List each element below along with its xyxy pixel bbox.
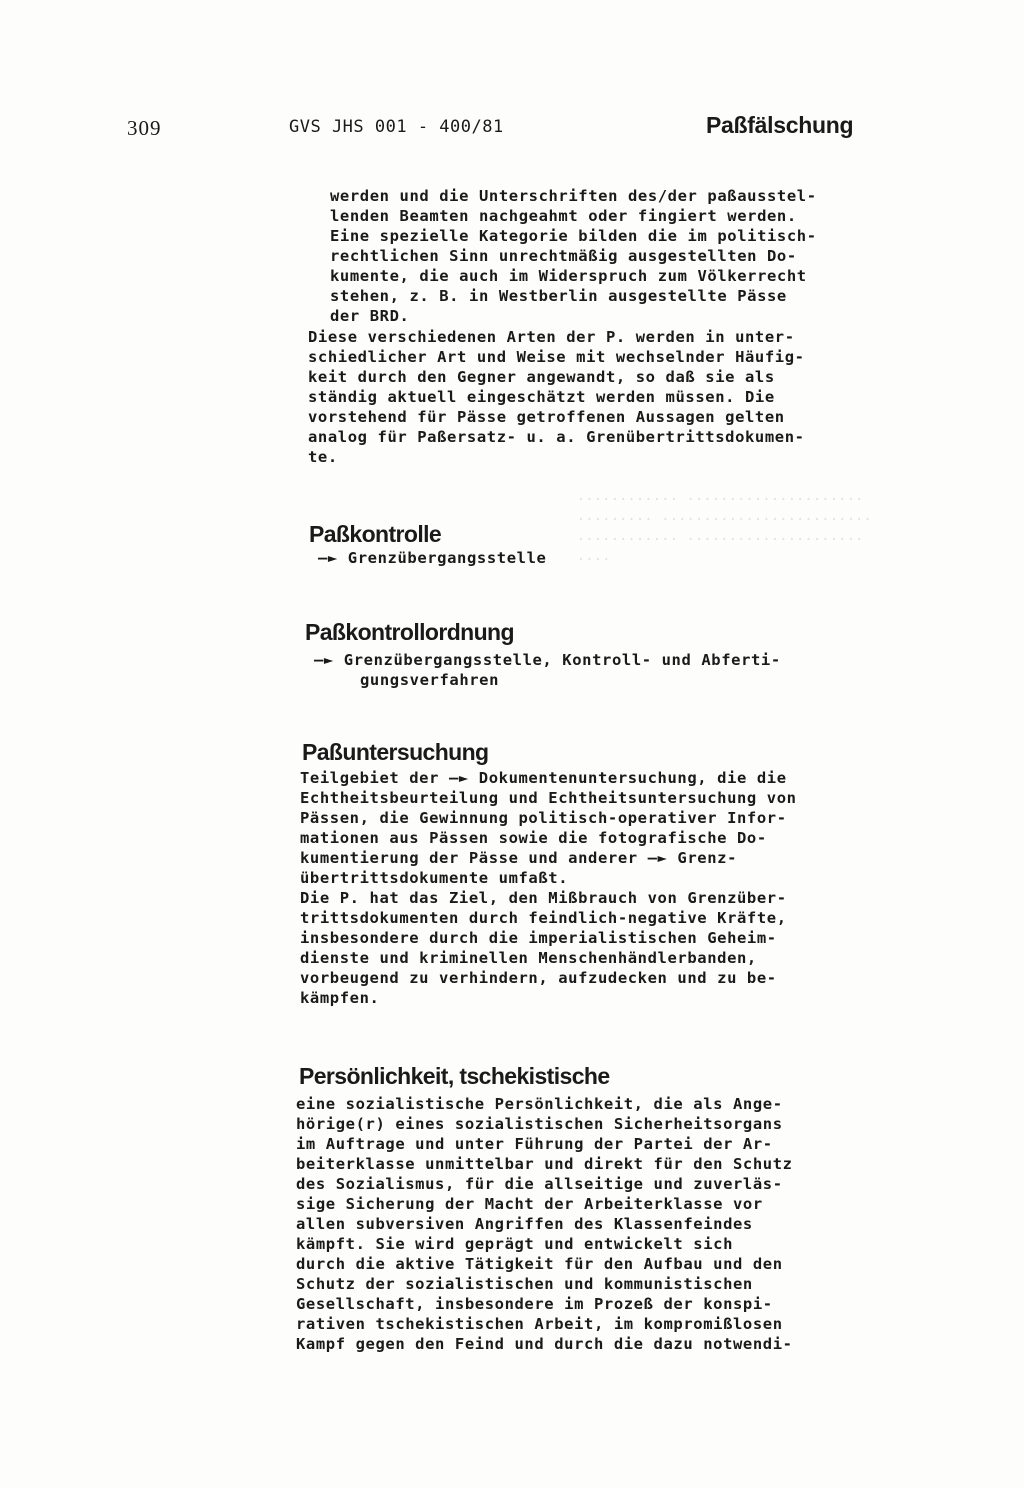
text-line: Echtheitsbeurteilung und Echtheitsuntersuchung von	[300, 789, 797, 807]
text-line: Schutz der sozialistischen und kommunistischen	[296, 1275, 753, 1293]
text-line: rechtlichen Sinn unrechtmäßig ausgestellten Do-	[330, 247, 797, 265]
text-line: gungsverfahren	[360, 671, 500, 689]
text-line: eine sozialistische Persönlichkeit, die als Ange-	[296, 1095, 783, 1113]
show-through-texture: ············ ····················· ········· ························· ············ ····················· ····	[576, 492, 872, 568]
continuation-indented-text	[330, 186, 817, 326]
text-line: Die P. hat das Ziel, den Mißbrauch von Grenzüber-	[300, 889, 787, 907]
document-reference: GVS JHS 001 - 400/81	[289, 117, 504, 137]
text-line: Pässen, die Gewinnung politisch-operativer Infor-	[300, 809, 787, 827]
entry-body	[318, 548, 546, 568]
entry-heading: Paßkontrollordnung	[305, 619, 514, 645]
text-line: Gesellschaft, insbesondere im Prozeß der konspi-	[296, 1295, 773, 1313]
text-line: sige Sicherung der Macht der Arbeiterklasse vor	[296, 1195, 763, 1213]
entry-heading: Paßkontrolle	[309, 521, 442, 547]
text-line: lenden Beamten nachgeahmt oder fingiert werden.	[330, 207, 797, 225]
text-line: Kampf gegen den Feind und durch die dazu notwendi-	[296, 1335, 793, 1353]
text-line: trittsdokumenten durch feindlich-negative Kräfte,	[300, 909, 787, 927]
text-line: analog für Paßersatz- u. a. Grenübertrittsdokumen-	[308, 428, 805, 446]
text-line: insbesondere durch die imperialistischen Geheim-	[300, 929, 777, 947]
text-line: keit durch den Gegner angewandt, so daß sie als	[308, 368, 775, 386]
text-line: werden und die Unterschriften des/der paßausstel-	[330, 187, 817, 205]
text-line: te.	[308, 448, 338, 466]
text-line: schiedlicher Art und Weise mit wechselnder Häufig-	[308, 348, 805, 366]
text-line: der BRD.	[330, 307, 410, 325]
text-line: allen subversiven Angriffen des Klassenfeindes	[296, 1215, 753, 1233]
text-line: rativen tschekistischen Arbeit, im kompromißlosen	[296, 1315, 783, 1333]
text-line: des Sozialismus, für die allseitige und zuverläs-	[296, 1175, 783, 1193]
text-line: beiterklasse unmittelbar und direkt für den Schutz	[296, 1155, 793, 1173]
text-line: mationen aus Pässen sowie die fotografische Do-	[300, 829, 767, 847]
text-line: durch die aktive Tätigkeit für den Aufbau und den	[296, 1255, 783, 1273]
text-line: im Auftrage und unter Führung der Partei der Ar-	[296, 1135, 773, 1153]
text-line: Teilgebiet der —► Dokumentenuntersuchung, die die	[300, 769, 787, 787]
entry-body	[296, 1094, 793, 1354]
text-line: vorstehend für Pässe getroffenen Aussagen gelten	[308, 408, 785, 426]
text-line: hörige(r) eines sozialistischen Sicherheitsorgans	[296, 1115, 783, 1133]
text-line: kämpfen.	[300, 989, 380, 1007]
continuation-paragraph	[308, 327, 805, 467]
text-line: kumente, die auch im Widerspruch zum Völkerrecht	[330, 267, 807, 285]
text-line: Diese verschiedenen Arten der P. werden in unter-	[308, 328, 795, 346]
running-head-keyword: Paßfälschung	[706, 112, 854, 138]
page-number: 309	[127, 116, 162, 140]
entry-body	[300, 768, 797, 1008]
text-line: kumentierung der Pässe und anderer —► Grenz-	[300, 849, 737, 867]
entry-body	[314, 650, 781, 690]
entry-heading: Persönlichkeit, tschekistische	[299, 1063, 610, 1089]
text-line: ständig aktuell eingeschätzt werden müssen. Die	[308, 388, 775, 406]
text-line: stehen, z. B. in Westberlin ausgestellte Pässe	[330, 287, 787, 305]
cross-reference-line: —► Grenzübergangsstelle, Kontroll- und Abferti-	[314, 651, 781, 669]
text-line: Eine spezielle Kategorie bilden die im politisch-	[330, 227, 817, 245]
text-line: vorbeugend zu verhindern, aufzudecken und zu be-	[300, 969, 777, 987]
text-line: übertrittsdokumente umfaßt.	[300, 869, 569, 887]
text-line: dienste und kriminellen Menschenhändlerbanden,	[300, 949, 757, 967]
cross-reference-line: —► Grenzübergangsstelle	[318, 549, 547, 567]
text-line: kämpft. Sie wird geprägt und entwickelt sich	[296, 1235, 733, 1253]
entry-heading: Paßuntersuchung	[302, 739, 489, 765]
